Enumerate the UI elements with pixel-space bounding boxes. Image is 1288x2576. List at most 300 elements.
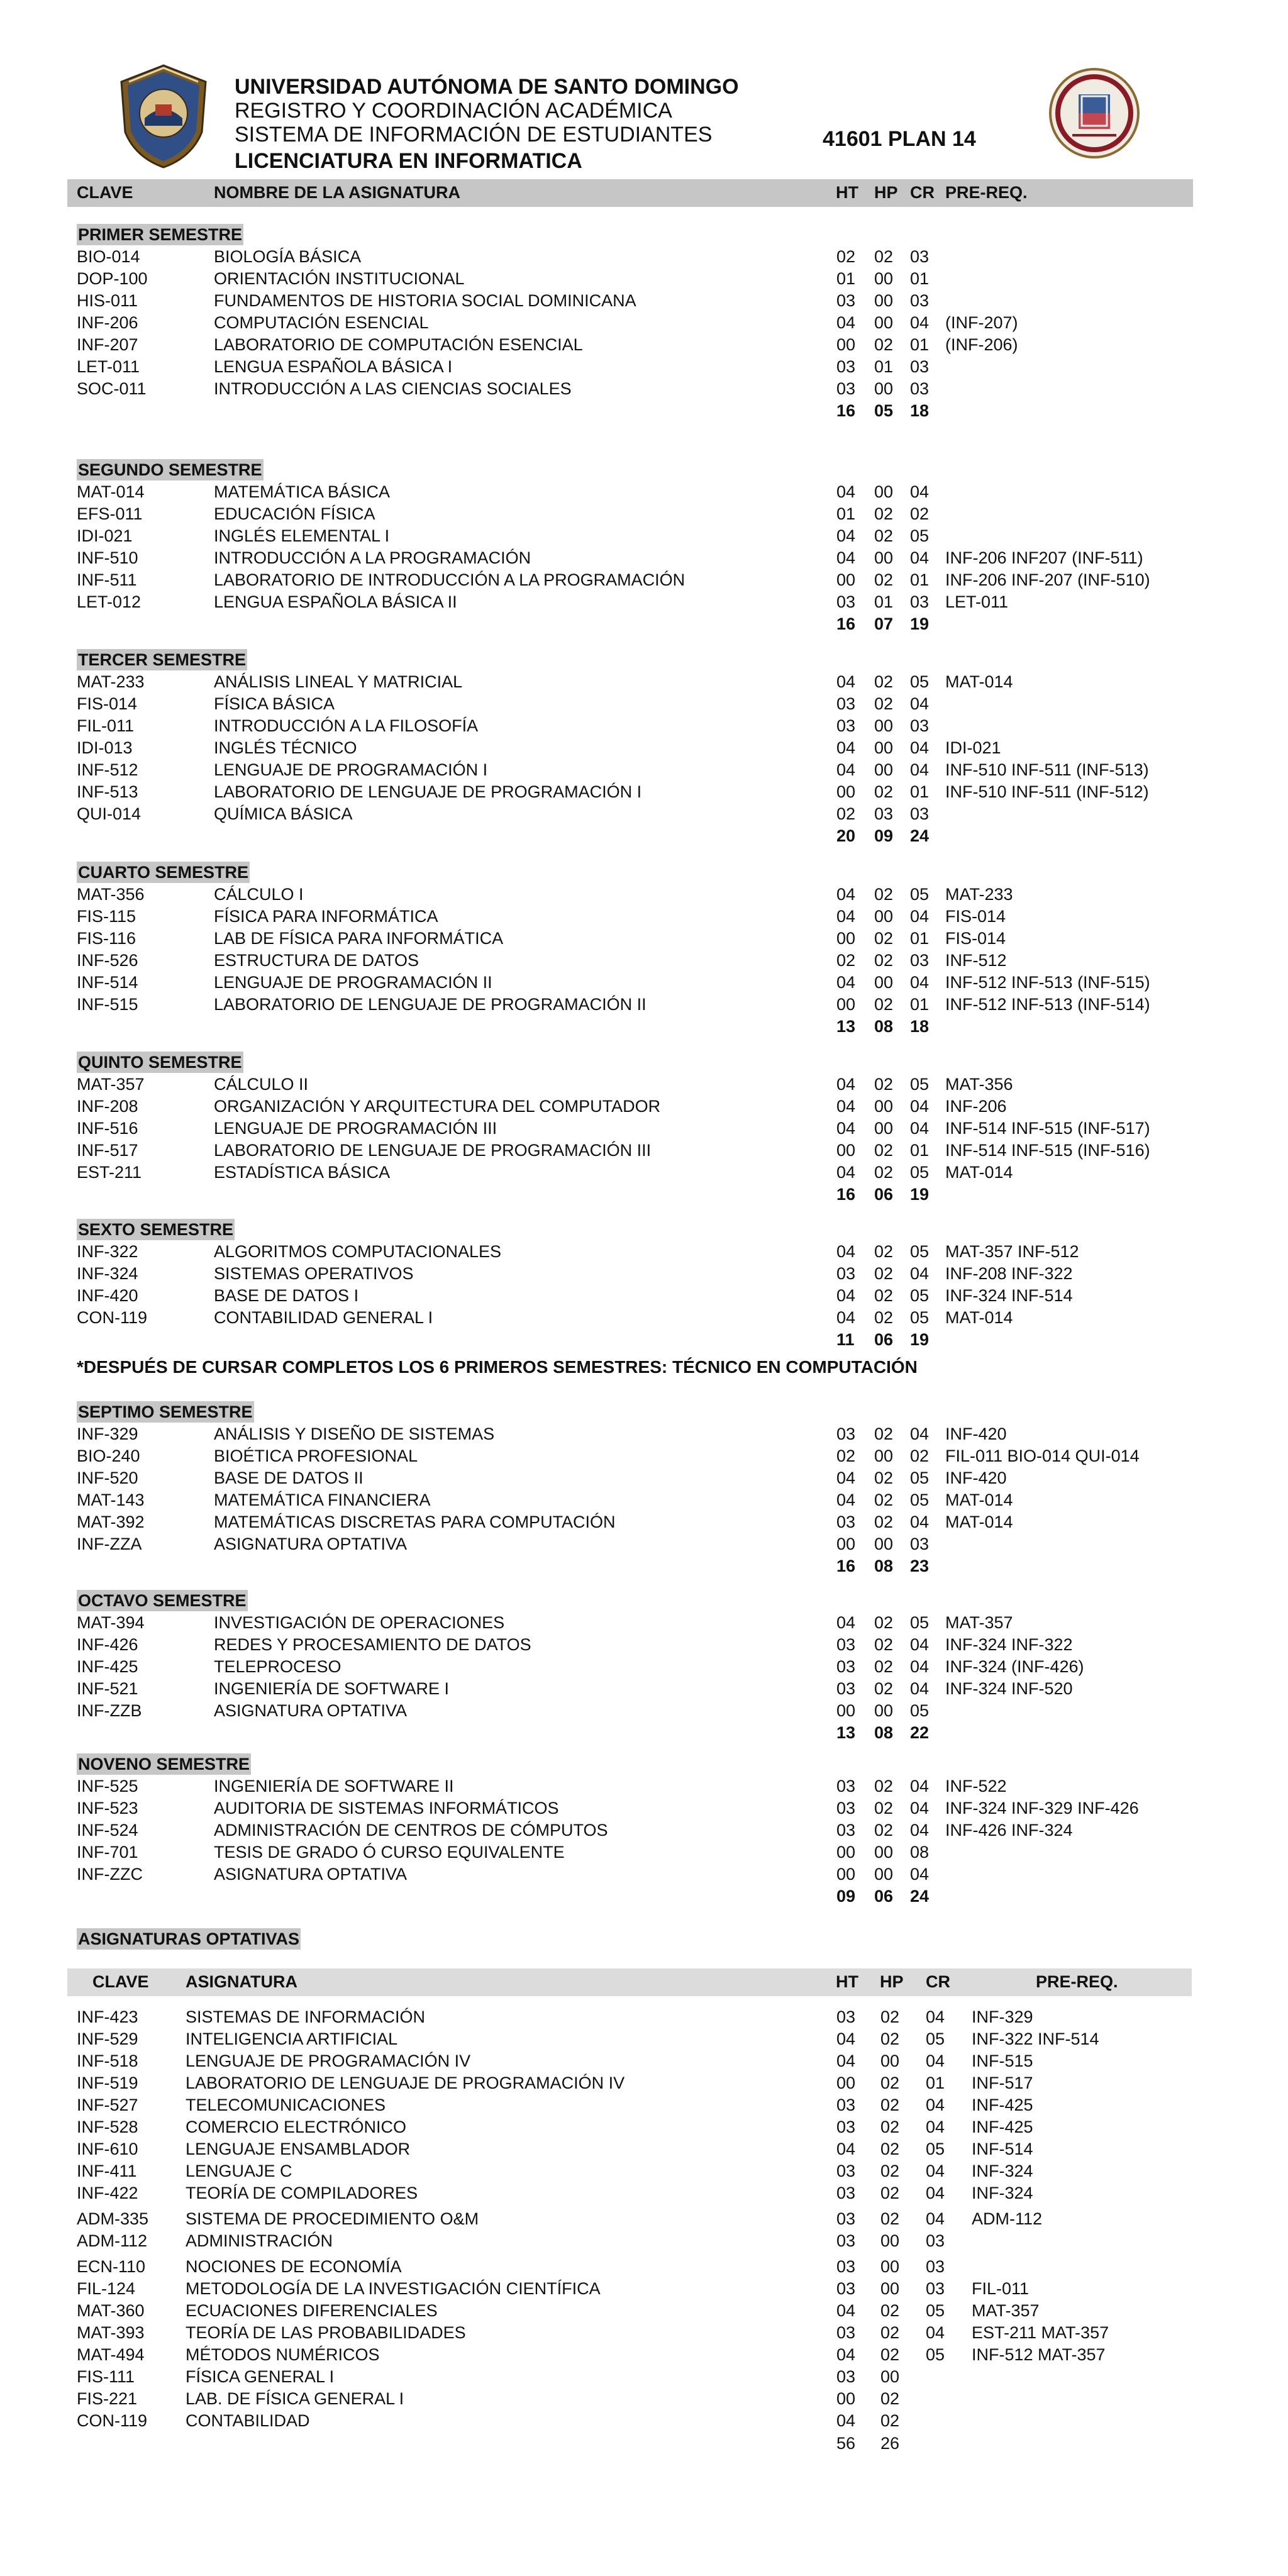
optional-course-prereq: EST-211 MAT-357 xyxy=(972,2323,1109,2342)
course-cr: 01 xyxy=(910,929,930,948)
course-ht: 02 xyxy=(836,804,856,823)
office-name: REGISTRO Y COORDINACIÓN ACADÉMICA xyxy=(235,99,672,123)
course-hp: 00 xyxy=(874,291,894,310)
col-code: CLAVE xyxy=(77,183,133,202)
course-code: SOC-011 xyxy=(77,379,147,398)
course-hp: 00 xyxy=(874,379,894,398)
optional-course-hp: 00 xyxy=(880,2367,900,2386)
course-cr: 03 xyxy=(910,592,930,611)
optional-course-cr: 05 xyxy=(926,2029,945,2048)
course-cr: 01 xyxy=(910,570,930,589)
course-name: CONTABILIDAD GENERAL I xyxy=(214,1308,433,1327)
course-cr: 05 xyxy=(910,1308,930,1327)
optional-course-prereq: MAT-357 xyxy=(972,2301,1040,2320)
course-ht: 03 xyxy=(836,694,856,713)
optional-course-prereq: INF-425 xyxy=(972,2118,1033,2136)
course-prereq: MAT-014 xyxy=(945,672,1013,691)
optional-course-cr: 04 xyxy=(926,2184,945,2202)
course-prereq: INF-206 INF-207 (INF-510) xyxy=(945,570,1150,589)
semester-total-hp: 06 xyxy=(874,1185,894,1204)
optional-course-ht: 04 xyxy=(836,2411,856,2430)
course-code: EFS-011 xyxy=(77,504,143,523)
course-ht: 04 xyxy=(836,1308,856,1327)
optional-course-cr: 01 xyxy=(926,2074,945,2092)
optional-course-name: CONTABILIDAD xyxy=(186,2411,310,2430)
semester-total-cr: 19 xyxy=(910,1330,930,1349)
column-header-bar xyxy=(67,179,1193,207)
optional-course-code: INF-422 xyxy=(77,2184,138,2202)
course-code: INF-520 xyxy=(77,1468,138,1487)
optional-course-cr: 05 xyxy=(926,2140,945,2158)
course-name: LENGUA ESPAÑOLA BÁSICA I xyxy=(214,357,453,376)
course-code: IDI-021 xyxy=(77,526,133,545)
optional-course-code: MAT-360 xyxy=(77,2301,145,2320)
course-prereq: INF-420 xyxy=(945,1468,1007,1487)
optional-course-prereq: INF-517 xyxy=(972,2074,1033,2092)
course-name: ASIGNATURA OPTATIVA xyxy=(214,1701,408,1720)
semester-total-ht: 11 xyxy=(836,1330,855,1349)
course-ht: 04 xyxy=(836,973,856,992)
optional-course-ht: 03 xyxy=(836,2279,856,2298)
optional-course-ht: 00 xyxy=(836,2389,856,2408)
course-code: INF-512 xyxy=(77,760,138,779)
optional-course-code: INF-518 xyxy=(77,2051,138,2070)
course-name: ALGORITMOS COMPUTACIONALES xyxy=(214,1242,502,1261)
course-cr: 01 xyxy=(910,782,930,801)
course-ht: 00 xyxy=(836,1701,856,1720)
optional-course-prereq: INF-425 xyxy=(972,2096,1033,2114)
course-cr: 04 xyxy=(910,973,930,992)
semester-title: PRIMER SEMESTRE xyxy=(78,225,243,244)
optional-course-ht: 03 xyxy=(836,2007,856,2026)
course-cr: 05 xyxy=(910,1286,930,1305)
course-prereq: FIL-011 BIO-014 QUI-014 xyxy=(945,1446,1140,1465)
optional-course-ht: 04 xyxy=(836,2301,856,2320)
course-code: INF-ZZB xyxy=(77,1701,142,1720)
course-cr: 04 xyxy=(910,1119,930,1138)
course-name: ASIGNATURA OPTATIVA xyxy=(214,1535,408,1553)
course-prereq: MAT-233 xyxy=(945,885,1013,904)
course-ht: 04 xyxy=(836,738,856,757)
col-prereq: PRE-REQ. xyxy=(945,183,1028,202)
optional-course-code: MAT-393 xyxy=(77,2323,145,2342)
course-name: INGLÉS ELEMENTAL I xyxy=(214,526,390,545)
course-ht: 00 xyxy=(836,782,856,801)
course-prereq: INF-324 INF-329 INF-426 xyxy=(945,1799,1139,1818)
course-code: INF-420 xyxy=(77,1286,138,1305)
course-ht: 00 xyxy=(836,929,856,948)
course-cr: 05 xyxy=(910,1491,930,1509)
col-hp: HP xyxy=(874,183,898,202)
course-name: LENGUAJE DE PROGRAMACIÓN I xyxy=(214,760,488,779)
semester-total-cr: 24 xyxy=(910,826,930,845)
course-name: INTRODUCCIÓN A LA FILOSOFÍA xyxy=(214,716,479,735)
course-cr: 04 xyxy=(910,1799,930,1818)
course-cr: 03 xyxy=(910,716,930,735)
course-hp: 02 xyxy=(874,504,894,523)
course-cr: 05 xyxy=(910,1075,930,1094)
course-hp: 00 xyxy=(874,1701,894,1720)
course-cr: 03 xyxy=(910,357,930,376)
optional-course-name: ECUACIONES DIFERENCIALES xyxy=(186,2301,438,2320)
course-code: BIO-014 xyxy=(77,247,140,266)
optional-course-prereq: INF-324 xyxy=(972,2184,1033,2202)
course-code: QUI-014 xyxy=(77,804,142,823)
optional-course-cr: 04 xyxy=(926,2007,945,2026)
program-name: LICENCIATURA EN INFORMATICA xyxy=(235,149,582,173)
optional-course-ht: 00 xyxy=(836,2074,856,2092)
course-name: ESTRUCTURA DE DATOS xyxy=(214,951,419,970)
course-ht: 03 xyxy=(836,592,856,611)
course-name: LABORATORIO DE LENGUAJE DE PROGRAMACIÓN III xyxy=(214,1141,652,1160)
optional-course-hp: 02 xyxy=(880,2096,900,2114)
semester-total-ht: 20 xyxy=(836,826,856,845)
semester-total-ht: 16 xyxy=(836,1185,856,1204)
semester-total-hp: 06 xyxy=(874,1887,894,1906)
optional-course-code: INF-610 xyxy=(77,2140,138,2158)
course-hp: 00 xyxy=(874,313,894,332)
optional-course-code: INF-519 xyxy=(77,2074,138,2092)
optional-course-hp: 02 xyxy=(880,2118,900,2136)
course-name: LABORATORIO DE INTRODUCCIÓN A LA PROGRAMACIÓN xyxy=(214,570,686,589)
optional-course-cr: 03 xyxy=(926,2279,945,2298)
course-code: INF-524 xyxy=(77,1821,138,1840)
course-name: LENGUA ESPAÑOLA BÁSICA II xyxy=(214,592,457,611)
course-prereq: INF-324 INF-514 xyxy=(945,1286,1073,1305)
course-code: INF-329 xyxy=(77,1424,138,1443)
optional-course-hp: 02 xyxy=(880,2411,900,2430)
course-prereq: MAT-357 INF-512 xyxy=(945,1242,1079,1261)
course-code: INF-517 xyxy=(77,1141,138,1160)
university-name: UNIVERSIDAD AUTÓNOMA DE SANTO DOMINGO xyxy=(235,75,739,99)
course-code: MAT-143 xyxy=(77,1491,145,1509)
course-name: ANÁLISIS Y DISEÑO DE SISTEMAS xyxy=(214,1424,495,1443)
optional-course-ht: 03 xyxy=(836,2367,856,2386)
course-hp: 02 xyxy=(874,1777,894,1796)
optional-course-ht: 03 xyxy=(836,2231,856,2250)
course-name: INVESTIGACIÓN DE OPERACIONES xyxy=(214,1613,505,1632)
course-cr: 03 xyxy=(910,247,930,266)
course-cr: 01 xyxy=(910,1141,930,1160)
semester-title: SEPTIMO SEMESTRE xyxy=(78,1402,253,1421)
optional-course-name: TEORÍA DE LAS PROBABILIDADES xyxy=(186,2323,466,2342)
optional-course-ht: 03 xyxy=(836,2209,856,2228)
course-prereq: INF-426 INF-324 xyxy=(945,1821,1073,1840)
col-name: NOMBRE DE LA ASIGNATURA xyxy=(214,183,460,202)
course-code: INF-525 xyxy=(77,1777,138,1796)
optional-course-hp: 02 xyxy=(880,2184,900,2202)
course-hp: 02 xyxy=(874,951,894,970)
course-code: EST-211 xyxy=(77,1163,142,1182)
optional-title: ASIGNATURAS OPTATIVAS xyxy=(78,1929,300,1948)
course-hp: 02 xyxy=(874,1679,894,1698)
semester-title: CUARTO SEMESTRE xyxy=(78,863,249,882)
course-ht: 03 xyxy=(836,1821,856,1840)
course-hp: 02 xyxy=(874,526,894,545)
opt-col-cr: CR xyxy=(926,1972,950,1991)
course-code: MAT-357 xyxy=(77,1075,145,1094)
course-code: INF-701 xyxy=(77,1843,138,1862)
uasd-seal-left-icon xyxy=(116,63,211,170)
course-hp: 02 xyxy=(874,1491,894,1509)
course-hp: 00 xyxy=(874,907,894,926)
optional-course-hp: 00 xyxy=(880,2279,900,2298)
course-ht: 02 xyxy=(836,1446,856,1465)
semester-total-hp: 08 xyxy=(874,1557,894,1575)
course-prereq: INF-510 INF-511 (INF-513) xyxy=(945,760,1149,779)
semester-total-hp: 08 xyxy=(874,1017,894,1036)
course-code: MAT-394 xyxy=(77,1613,145,1632)
course-ht: 02 xyxy=(836,951,856,970)
semester-total-hp: 09 xyxy=(874,826,894,845)
optional-course-hp: 02 xyxy=(880,2209,900,2228)
optional-course-name: MÉTODOS NUMÉRICOS xyxy=(186,2345,380,2364)
semester-total-ht: 09 xyxy=(836,1887,856,1906)
course-code: INF-515 xyxy=(77,995,138,1014)
course-name: CÁLCULO I xyxy=(214,885,304,904)
semester-total-cr: 19 xyxy=(910,614,930,633)
course-name: FÍSICA BÁSICA xyxy=(214,694,335,713)
course-ht: 03 xyxy=(836,1777,856,1796)
course-hp: 02 xyxy=(874,1308,894,1327)
semester-total-ht: 16 xyxy=(836,401,856,420)
course-ht: 04 xyxy=(836,1119,856,1138)
semester-total-cr: 22 xyxy=(910,1723,930,1742)
course-code: MAT-356 xyxy=(77,885,145,904)
optional-course-name: LENGUAJE DE PROGRAMACIÓN IV xyxy=(186,2051,471,2070)
course-hp: 02 xyxy=(874,335,894,354)
course-ht: 01 xyxy=(836,269,856,288)
document-header xyxy=(0,0,1288,182)
course-cr: 05 xyxy=(910,1242,930,1261)
course-cr: 04 xyxy=(910,1679,930,1698)
course-prereq: INF-324 INF-322 xyxy=(945,1635,1073,1654)
optional-course-code: CON-119 xyxy=(77,2411,148,2430)
course-hp: 02 xyxy=(874,247,894,266)
optional-course-hp: 02 xyxy=(880,2301,900,2320)
course-cr: 04 xyxy=(910,1777,930,1796)
course-prereq: IDI-021 xyxy=(945,738,1001,757)
course-ht: 03 xyxy=(836,716,856,735)
semester-total-hp: 05 xyxy=(874,401,894,420)
optional-course-code: ECN-110 xyxy=(77,2257,146,2276)
optional-course-hp: 02 xyxy=(880,2345,900,2364)
course-code: INF-322 xyxy=(77,1242,138,1261)
technician-note: *DESPUÉS DE CURSAR COMPLETOS LOS 6 PRIMEROS SEMESTRES: TÉCNICO EN COMPUTACIÓN xyxy=(77,1357,918,1377)
semester-total-cr: 18 xyxy=(910,1017,930,1036)
course-cr: 05 xyxy=(910,1613,930,1632)
course-hp: 00 xyxy=(874,1865,894,1884)
plan-code: 41601 PLAN 14 xyxy=(823,127,976,151)
course-cr: 01 xyxy=(910,269,930,288)
course-cr: 01 xyxy=(910,995,930,1014)
course-hp: 02 xyxy=(874,1141,894,1160)
course-name: TELEPROCESO xyxy=(214,1657,341,1676)
course-name: ORIENTACIÓN INSTITUCIONAL xyxy=(214,269,465,288)
optional-course-cr: 03 xyxy=(926,2231,945,2250)
optional-course-code: INF-423 xyxy=(77,2007,138,2026)
course-cr: 04 xyxy=(910,738,930,757)
course-prereq: INF-512 INF-513 (INF-515) xyxy=(945,973,1150,992)
course-cr: 04 xyxy=(910,907,930,926)
course-name: BASE DE DATOS II xyxy=(214,1468,364,1487)
optional-course-hp: 00 xyxy=(880,2231,900,2250)
course-ht: 04 xyxy=(836,1097,856,1116)
semester-total-hp: 08 xyxy=(874,1723,894,1742)
optional-course-hp: 00 xyxy=(880,2051,900,2070)
course-code: IDI-013 xyxy=(77,738,133,757)
course-ht: 04 xyxy=(836,907,856,926)
course-code: INF-513 xyxy=(77,782,138,801)
course-name: COMPUTACIÓN ESENCIAL xyxy=(214,313,429,332)
optional-course-prereq: INF-329 xyxy=(972,2007,1033,2026)
optional-course-code: ADM-335 xyxy=(77,2209,149,2228)
course-prereq: INF-206 INF207 (INF-511) xyxy=(945,548,1143,567)
course-hp: 00 xyxy=(874,1446,894,1465)
course-name: INTRODUCCIÓN A LAS CIENCIAS SOCIALES xyxy=(214,379,572,398)
course-name: INGENIERÍA DE SOFTWARE II xyxy=(214,1777,454,1796)
course-ht: 03 xyxy=(836,1513,856,1531)
uasd-seal-right-icon xyxy=(1047,60,1141,167)
optional-course-hp: 02 xyxy=(880,2074,900,2092)
course-prereq: INF-514 INF-515 (INF-516) xyxy=(945,1141,1150,1160)
course-ht: 04 xyxy=(836,885,856,904)
course-prereq: MAT-014 xyxy=(945,1163,1013,1182)
optional-course-cr: 04 xyxy=(926,2051,945,2070)
optional-course-hp: 02 xyxy=(880,2007,900,2026)
semester-title: TERCER SEMESTRE xyxy=(78,650,247,669)
course-cr: 04 xyxy=(910,694,930,713)
course-code: CON-119 xyxy=(77,1308,148,1327)
course-code: INF-521 xyxy=(77,1679,138,1698)
course-ht: 03 xyxy=(836,357,856,376)
course-ht: 04 xyxy=(836,1286,856,1305)
course-code: MAT-014 xyxy=(77,482,145,501)
optional-course-code: MAT-494 xyxy=(77,2345,145,2364)
course-ht: 01 xyxy=(836,504,856,523)
course-cr: 04 xyxy=(910,1635,930,1654)
course-name: BASE DE DATOS I xyxy=(214,1286,359,1305)
course-name: INTRODUCCIÓN A LA PROGRAMACIÓN xyxy=(214,548,531,567)
semester-total-ht: 16 xyxy=(836,1557,856,1575)
course-name: REDES Y PROCESAMIENTO DE DATOS xyxy=(214,1635,531,1654)
optional-course-name: NOCIONES DE ECONOMÍA xyxy=(186,2257,402,2276)
optional-course-ht: 03 xyxy=(836,2162,856,2180)
course-ht: 00 xyxy=(836,1535,856,1553)
optional-course-name: INTELIGENCIA ARTIFICIAL xyxy=(186,2029,398,2048)
optional-course-ht: 03 xyxy=(836,2257,856,2276)
course-cr: 02 xyxy=(910,1446,930,1465)
course-name: QUÍMICA BÁSICA xyxy=(214,804,353,823)
course-name: EDUCACIÓN FÍSICA xyxy=(214,504,375,523)
course-hp: 02 xyxy=(874,1264,894,1283)
course-name: FÍSICA PARA INFORMÁTICA xyxy=(214,907,438,926)
optional-course-prereq: FIL-011 xyxy=(972,2279,1030,2298)
course-hp: 00 xyxy=(874,269,894,288)
course-ht: 03 xyxy=(836,1799,856,1818)
course-name: ASIGNATURA OPTATIVA xyxy=(214,1865,408,1884)
course-hp: 00 xyxy=(874,1119,894,1138)
course-ht: 00 xyxy=(836,995,856,1014)
optional-total-ht: 56 xyxy=(836,2434,856,2453)
course-code: INF-523 xyxy=(77,1799,138,1818)
course-cr: 05 xyxy=(910,1701,930,1720)
course-hp: 02 xyxy=(874,885,894,904)
course-ht: 03 xyxy=(836,1679,856,1698)
optional-course-cr: 03 xyxy=(926,2257,945,2276)
optional-course-name: LENGUAJE C xyxy=(186,2162,292,2180)
course-name: LABORATORIO DE COMPUTACIÓN ESENCIAL xyxy=(214,335,583,354)
course-name: LAB DE FÍSICA PARA INFORMÁTICA xyxy=(214,929,504,948)
optional-course-cr: 04 xyxy=(926,2323,945,2342)
optional-course-name: LAB. DE FÍSICA GENERAL I xyxy=(186,2389,404,2408)
opt-col-code: CLAVE xyxy=(92,1972,149,1991)
course-ht: 00 xyxy=(836,1141,856,1160)
course-ht: 00 xyxy=(836,335,856,354)
course-cr: 08 xyxy=(910,1843,930,1862)
course-prereq: INF-206 xyxy=(945,1097,1007,1116)
optional-course-name: METODOLOGÍA DE LA INVESTIGACIÓN CIENTÍFICA xyxy=(186,2279,601,2298)
optional-course-prereq: ADM-112 xyxy=(972,2209,1043,2228)
course-name: BIOLOGÍA BÁSICA xyxy=(214,247,362,266)
optional-course-prereq: INF-322 INF-514 xyxy=(972,2029,1099,2048)
optional-course-name: TELECOMUNICACIONES xyxy=(186,2096,386,2114)
optional-course-name: LENGUAJE ENSAMBLADOR xyxy=(186,2140,411,2158)
course-ht: 04 xyxy=(836,1163,856,1182)
course-prereq: INF-514 INF-515 (INF-517) xyxy=(945,1119,1150,1138)
course-hp: 00 xyxy=(874,716,894,735)
course-name: MATEMÁTICA FINANCIERA xyxy=(214,1491,431,1509)
course-cr: 04 xyxy=(910,1097,930,1116)
course-code: INF-208 xyxy=(77,1097,138,1116)
semester-total-cr: 18 xyxy=(910,401,930,420)
course-cr: 04 xyxy=(910,482,930,501)
optional-course-cr: 04 xyxy=(926,2118,945,2136)
course-cr: 04 xyxy=(910,1821,930,1840)
course-code: INF-516 xyxy=(77,1119,138,1138)
optional-course-code: FIL-124 xyxy=(77,2279,136,2298)
course-prereq: INF-510 INF-511 (INF-512) xyxy=(945,782,1149,801)
optional-course-cr: 04 xyxy=(926,2162,945,2180)
optional-course-code: INF-411 xyxy=(77,2162,137,2180)
course-ht: 03 xyxy=(836,1424,856,1443)
course-hp: 02 xyxy=(874,672,894,691)
optional-column-header-bar xyxy=(67,1968,1192,1996)
course-hp: 02 xyxy=(874,1821,894,1840)
optional-course-ht: 03 xyxy=(836,2323,856,2342)
optional-course-cr: 05 xyxy=(926,2345,945,2364)
optional-course-code: FIS-111 xyxy=(77,2367,135,2386)
course-cr: 03 xyxy=(910,951,930,970)
course-hp: 01 xyxy=(874,592,894,611)
course-ht: 03 xyxy=(836,291,856,310)
optional-course-name: TEORÍA DE COMPILADORES xyxy=(186,2184,418,2202)
course-code: INF-526 xyxy=(77,951,138,970)
course-prereq: INF-512 INF-513 (INF-514) xyxy=(945,995,1150,1014)
course-cr: 05 xyxy=(910,1163,930,1182)
course-cr: 04 xyxy=(910,313,930,332)
course-ht: 00 xyxy=(836,1843,856,1862)
course-name: ANÁLISIS LINEAL Y MATRICIAL xyxy=(214,672,463,691)
course-ht: 04 xyxy=(836,548,856,567)
optional-course-prereq: INF-512 MAT-357 xyxy=(972,2345,1106,2364)
course-name: INGENIERÍA DE SOFTWARE I xyxy=(214,1679,450,1698)
opt-col-hp: HP xyxy=(880,1972,904,1991)
course-prereq: INF-208 INF-322 xyxy=(945,1264,1073,1283)
course-code: FIS-014 xyxy=(77,694,138,713)
optional-course-ht: 04 xyxy=(836,2029,856,2048)
course-code: INF-511 xyxy=(77,570,137,589)
